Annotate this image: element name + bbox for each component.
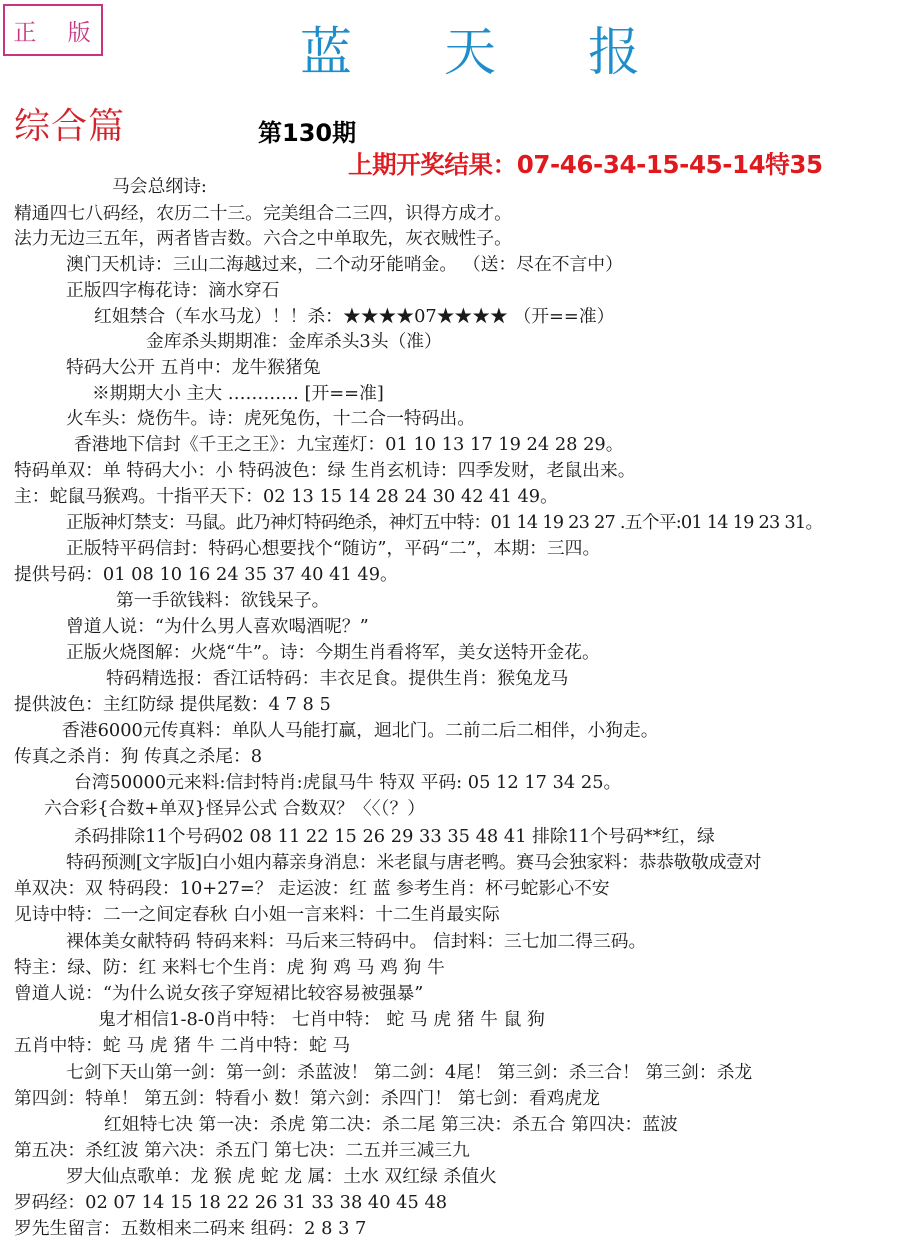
text-line: 红姐禁合（车水马龙）！！杀：★★★★07★★★★ （开==准） (94, 306, 615, 327)
section-title: 综合篇 (14, 106, 126, 147)
newspaper-title (300, 12, 640, 82)
text-line: 火车头：烧伤牛。诗：虎死兔伤，十二合一特码出。 (66, 408, 475, 429)
text-line: 台湾50000元来料:信封特肖:虎鼠马牛 特双 平码: 05 12 17 34 25。 (74, 772, 622, 793)
text-line: 见诗中特：二一之间定春秋 白小姐一言来料：十二生肖最实际 (14, 904, 500, 925)
text-line: 罗码经：02 07 14 15 18 22 26 31 33 38 40 45 48 (14, 1192, 448, 1213)
text-line: 正版四字梅花诗：滴水穿石 (66, 280, 280, 301)
text-line: 香港6000元传真料：单队人马能打赢，迴北门。二前二后二相伴，小狗走。 (62, 720, 659, 741)
text-line: 法力无边三五年，两者皆吉数。六合之中单取先，灰衣贼性子。 (14, 228, 512, 249)
text-line: 提供号码：01 08 10 16 24 35 37 40 41 49。 (14, 564, 398, 585)
text-line: 香港地下信封《千王之王》：九宝莲灯：01 10 13 17 19 24 28 29。 (74, 434, 624, 455)
text-line: 传真之杀肖：狗 传真之杀尾：8 (14, 746, 263, 767)
previous-draw-result: 上期开奖结果：07-46-34-15-45-14特35 (348, 150, 823, 179)
text-line: 罗大仙点歌单：龙 猴 虎 蛇 龙 属：土水 双红绿 杀值火 (66, 1166, 497, 1187)
text-line: 七剑下天山第一剑：第一剑：杀蓝波！ 第二剑：4尾！ 第三剑：杀三合！ 第三剑：杀龙 (66, 1062, 753, 1083)
text-line: 第五决：杀红波 第六决：杀五门 第七决：二五并三减三九 (14, 1140, 470, 1161)
text-line: 曾道人说：“为什么说女孩子穿短裙比较容易被强暴” (14, 983, 424, 1004)
text-line: 单双决：双 特码段：10+27=？ 走运波：红 蓝 参考生肖：杯弓蛇影心不安 (14, 878, 610, 899)
text-line: 金库杀头期期准：金库杀头3头（准） (146, 331, 442, 352)
text-line: 鬼才相信1-8-0肖中特： 七肖中特： 蛇 马 虎 猪 牛 鼠 狗 (98, 1009, 545, 1030)
text-line: 正版特平码信封：特码心想要找个“随访”，平码“二”，本期：三四。 (66, 538, 601, 559)
text-line: 澳门天机诗：三山二海越过来，二个动牙能哨金。 （送：尽在不言中） (66, 254, 623, 275)
text-line: 罗先生留言：五数相来二码来 组码：2 8 3 7 (14, 1218, 367, 1239)
text-line: 曾道人说：“为什么男人喜欢喝酒呢？” (66, 616, 369, 637)
genuine-edition-stamp: 正 版 (3, 4, 103, 56)
text-line: 精通四七八码经，农历二十三。完美组合二三四，识得方成才。 (14, 203, 512, 224)
title-char: 天 (443, 22, 496, 83)
text-line: 特码大公开 五肖中：龙牛猴猪兔 (66, 357, 321, 378)
text-line: 特码预测[文字版]白小姐内幕亲身消息：米老鼠与唐老鸭。赛马会独家料：恭恭敬敬成壹对 (66, 852, 762, 873)
issue-number: 第130期 (258, 119, 357, 147)
text-line: 特主：绿、防：红 来料七个生肖：虎 狗 鸡 马 鸡 狗 牛 (14, 957, 445, 978)
text-line: 正版火烧图解：火烧“牛”。诗：今期生肖看将军，美女送特开金花。 (66, 642, 600, 663)
text-line: 特码单双：单 特码大小：小 特码波色：绿 生肖玄机诗：四季发财，老鼠出来。 (14, 460, 636, 481)
title-char: 蓝 (300, 22, 353, 83)
text-line: 裸体美女献特码 特码来料：马后来三特码中。 信封料：三七加二得三码。 (66, 931, 647, 952)
text-line: 主：蛇鼠马猴鸡。十指平天下：02 13 15 14 28 24 30 42 41 49。 (14, 486, 558, 507)
text-line: 第一手欲钱料：欲钱呆子。 (116, 590, 330, 611)
text-line: 正版神灯禁支：马鼠。此乃神灯特码绝杀，神灯五中特：01 14 19 23 27 .五个平:01 14 19 23 31。 (66, 512, 823, 533)
text-line: 第四剑：特单！ 第五剑：特看小 数！第六剑：杀四门！ 第七剑：看鸡虎龙 (14, 1088, 600, 1109)
text-line: 马会总纲诗: (112, 176, 207, 197)
text-line: 红姐特七决 第一决：杀虎 第二决：杀二尾 第三决：杀五合 第四决：蓝波 (104, 1114, 678, 1135)
title-char: 报 (587, 22, 640, 83)
text-line: 五肖中特：蛇 马 虎 猪 牛 二肖中特：蛇 马 (14, 1035, 351, 1056)
text-line: ※期期大小 主大 ………… [开==准] (92, 383, 384, 404)
text-line: 杀码排除11个号码02 08 11 22 15 26 29 33 35 48 41 排除11个号码**红，绿 (74, 826, 715, 847)
text-line: 提供波色：主红防绿 提供尾数：4 7 8 5 (14, 694, 331, 715)
text-line: 六合彩{合数+单双}怪异公式 合数双？〈〈（？） (44, 798, 426, 819)
text-line: 特码精选报：香江话特码：丰衣足食。提供生肖：猴兔龙马 (106, 668, 569, 689)
